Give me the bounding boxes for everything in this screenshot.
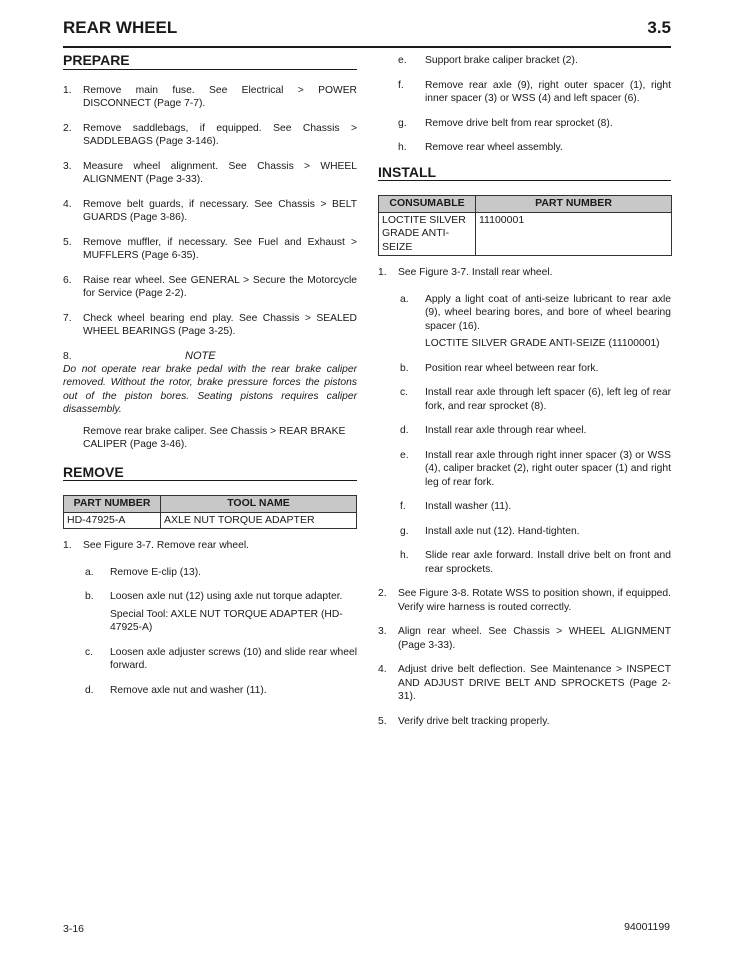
- install-heading: INSTALL: [378, 166, 671, 182]
- remove-substep: a. Remove E-clip (13).: [85, 566, 201, 578]
- table-row: LOCTITE SILVER GRADE ANTI-SEIZE 11100001: [379, 212, 672, 256]
- prepare-step: 1. Remove main fuse. See Electrical > POWER DISCONNECT (Page 7-7).: [63, 84, 357, 109]
- header-rule: [63, 46, 671, 48]
- remove-substep: g. Remove drive belt from rear sprocket (8).: [398, 117, 613, 129]
- remove-substep: c. Loosen axle adjuster screws (10) and slide rear wheel forward.: [85, 646, 357, 671]
- install-step: 5. Verify drive belt tracking properly.: [378, 715, 550, 727]
- install-step: 4. Adjust drive belt deflection. See Maintenance > INSPECT AND ADJUST DRIVE BELT AND SPROCKETS (Page 2-31).: [378, 664, 671, 702]
- prepare-step-8: 8. NOTE: [63, 349, 216, 362]
- install-substep: c. Install rear axle through left spacer (6), left leg of rear fork, and rear sprocket (8).: [400, 387, 671, 412]
- install-substep: h. Slide rear axle forward. Install drive belt on front and rear sprockets.: [400, 550, 671, 575]
- install-substep: b. Position rear wheel between rear fork.: [400, 362, 599, 374]
- prepare-step: 4. Remove belt guards, if necessary. See Chassis > BELT GUARDS (Page 3-86).: [63, 198, 357, 223]
- remove-tool-table: [63, 495, 357, 529]
- table-header: CONSUMABLE: [379, 196, 476, 213]
- note-text: Do not operate rear brake pedal with the rear brake caliper removed. Without the rotor, brake pressure forces the pistons out of the piston bores. Seating pistons requires caliper disassembly.: [63, 363, 357, 415]
- install-substep: f. Install washer (11).: [400, 501, 512, 512]
- table-row: HD-47925-A AXLE NUT TORQUE ADAPTER: [64, 512, 357, 529]
- document-number: 94001199: [624, 921, 670, 933]
- install-substep: g. Install axle nut (12). Hand-tighten.: [400, 525, 580, 537]
- install-step: 1. See Figure 3-7. Install rear wheel.: [378, 267, 553, 278]
- page-number: 3-16: [63, 923, 85, 935]
- install-substep: d. Install rear axle through rear wheel.: [400, 425, 587, 436]
- table-header: PART NUMBER: [476, 196, 672, 213]
- note-label: NOTE: [185, 349, 216, 362]
- remove-substep: f. Remove rear axle (9), right outer spacer (1), right inner spacer (3) or WSS (4) and left spacer (6).: [398, 79, 671, 104]
- remove-substep: d. Remove axle nut and washer (11).: [85, 684, 267, 696]
- install-substep: e. Install rear axle through right inner spacer (3) or WSS (4), caliper bracket (2), right outer spacer (1) and right leg of rear fork.: [400, 449, 671, 488]
- prepare-step: 6. Raise rear wheel. See GENERAL > Secure the Motorcycle for Service (Page 2-2).: [63, 274, 357, 299]
- prepare-step: 3. Measure wheel alignment. See Chassis > WHEEL ALIGNMENT (Page 3-33).: [63, 160, 357, 185]
- table-header: PART NUMBER: [64, 496, 161, 513]
- page-title: REAR WHEEL: [63, 18, 178, 37]
- install-step: 3. Align rear wheel. See Chassis > WHEEL ALIGNMENT (Page 3-33).: [378, 626, 671, 651]
- install-consumable-table: [378, 195, 672, 256]
- remove-substep: b. Loosen axle nut (12) using axle nut torque adapter. Special Tool: AXLE NUT TORQUE ADAPTER (HD-47925-A): [85, 591, 343, 633]
- prepare-step-8-text: Remove rear brake caliper. See Chassis > REAR BRAKE CALIPER (Page 3-46).: [83, 425, 346, 450]
- prepare-heading: PREPARE: [63, 54, 357, 70]
- install-substep: a. Apply a light coat of anti-seize lubricant to rear axle (9), wheel bearing bores, and bore of wheel bearing spacer (16). LOCTITE SILVER GRADE ANTI-SEIZE (11100001): [400, 293, 671, 349]
- section-number: 3.5: [647, 18, 671, 37]
- page-header: [63, 16, 671, 46]
- remove-heading: REMOVE: [63, 466, 357, 482]
- left-column: [63, 54, 357, 708]
- prepare-step: 7. Check wheel bearing end play. See Chassis > SEALED WHEEL BEARINGS (Page 3-25).: [63, 312, 357, 337]
- prepare-step: 2. Remove saddlebags, if equipped. See Chassis > SADDLEBAGS (Page 3-146).: [63, 122, 357, 147]
- remove-substep: e. Support brake caliper bracket (2).: [398, 55, 578, 66]
- install-step: 2. See Figure 3-8. Rotate WSS to position shown, if equipped. Verify wire harness is routed correctly.: [378, 588, 671, 613]
- table-header: TOOL NAME: [161, 496, 357, 513]
- prepare-step: 5. Remove muffler, if necessary. See Fuel and Exhaust > MUFFLERS (Page 6-35).: [63, 236, 357, 261]
- remove-step: 1. See Figure 3-7. Remove rear wheel.: [63, 540, 249, 551]
- remove-substep: h. Remove rear wheel assembly.: [398, 142, 563, 153]
- right-column: [378, 54, 671, 739]
